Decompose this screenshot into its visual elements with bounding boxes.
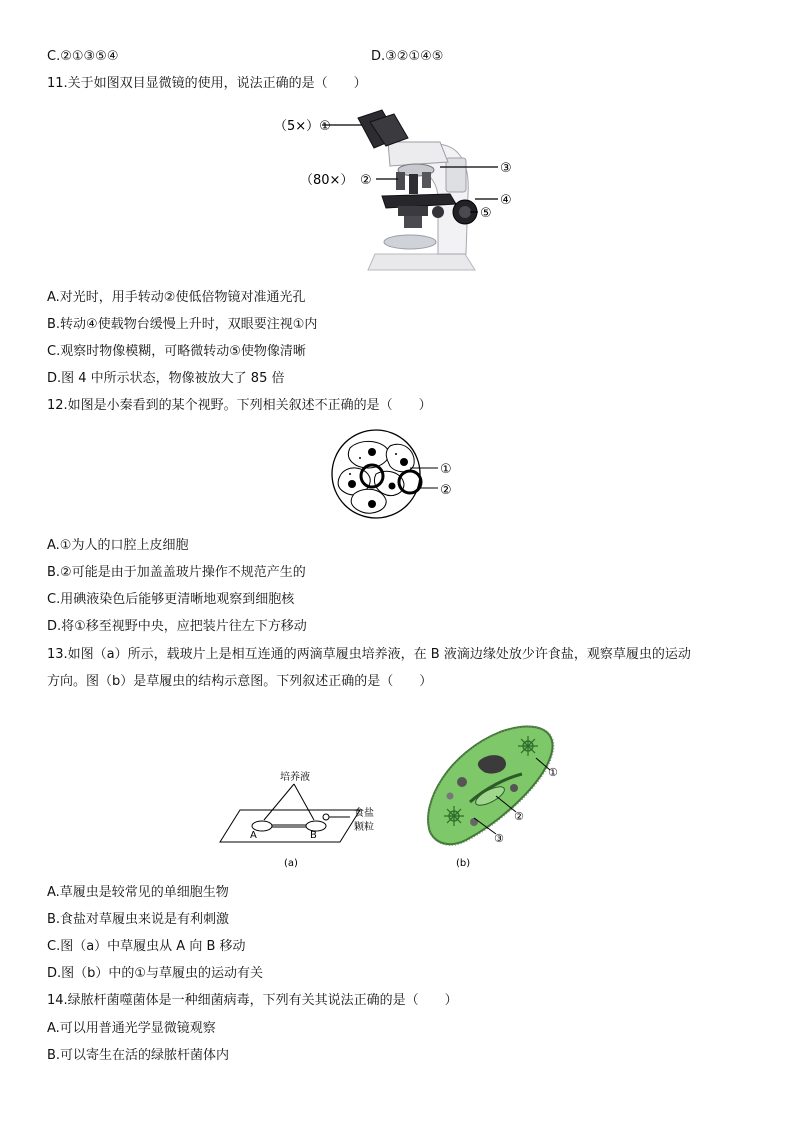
paramecium-figure-b xyxy=(410,712,590,872)
q11-stem: 11.关于如图双目显微镜的使用，说法正确的是（ ） xyxy=(47,76,367,91)
q13-option-a: A.草履虫是较常见的单细胞生物 xyxy=(47,885,229,900)
q10-option-c: C.②①③⑤④ xyxy=(47,49,119,64)
paramecium-label-3: ③ xyxy=(494,832,504,845)
paramecium-label-2: ② xyxy=(514,810,524,823)
cell-label-1: ① xyxy=(440,462,452,477)
q12-option-c: C.用碘液染色后能够更清晰地观察到细胞核 xyxy=(47,592,295,607)
paramecium-label-1: ① xyxy=(548,766,558,779)
salt-label-line1: 食盐 xyxy=(354,808,374,819)
mag-5x-label: （5×）① xyxy=(274,119,331,134)
q14-stem: 14.绿脓杆菌噬菌体是一种细菌病毒，下列有关其说法正确的是（ ） xyxy=(47,993,458,1008)
q14-option-b: B.可以寄生在活的绿脓杆菌体内 xyxy=(47,1048,230,1063)
q13-stem-line2: 方向。图（b）是草履虫的结构示意图。下列叙述正确的是（ ） xyxy=(47,674,433,689)
label-5: ⑤ xyxy=(480,206,492,221)
culture-label: 培养液 xyxy=(280,772,310,783)
q10-option-d: D.③②①④⑤ xyxy=(371,49,444,64)
q11-option-b: B.转动④使载物台缓慢上升时，双眼要注视①内 xyxy=(47,317,318,332)
q13-option-d: D.图（b）中的①与草履虫的运动有关 xyxy=(47,966,264,981)
q13-option-c: C.图（a）中草履虫从 A 向 B 移动 xyxy=(47,939,246,954)
q11-option-c: C.观察时物像模糊，可略微转动⑤使物像清晰 xyxy=(47,344,306,359)
drop-a-label: A xyxy=(250,830,257,841)
q12-stem: 12.如图是小秦看到的某个视野。下列相关叙述不正确的是（ ） xyxy=(47,398,432,413)
q14-option-a: A.可以用普通光学显微镜观察 xyxy=(47,1021,216,1036)
cell-label-2: ② xyxy=(440,483,452,498)
slide-figure-a xyxy=(210,760,390,872)
microscope-figure xyxy=(270,104,530,276)
q11-option-a: A.对光时，用手转动②使低倍物镜对准通光孔 xyxy=(47,290,306,305)
q12-option-d: D.将①移至视野中央，应把装片往左下方移动 xyxy=(47,619,307,634)
q11-option-d: D.图 4 中所示状态，物像被放大了 85 倍 xyxy=(47,371,285,386)
label-3: ③ xyxy=(500,161,512,176)
drop-b-label: B xyxy=(310,830,317,841)
label-2: ② xyxy=(360,173,372,188)
q12-option-a: A.①为人的口腔上皮细胞 xyxy=(47,538,189,553)
mag-80x-label: （80×） xyxy=(300,173,354,188)
q13-stem-line1: 13.如图（a）所示，载玻片上是相互连通的两滴草履虫培养液，在 B 液滴边缘处放少许食盐，观察草履虫的运动 xyxy=(47,647,691,662)
salt-label-line2: 颗粒 xyxy=(354,822,374,833)
cell-field-of-view-figure xyxy=(330,428,465,524)
q13-option-b: B.食盐对草履虫来说是有利刺激 xyxy=(47,912,230,927)
q12-option-b: B.②可能是由于加盖盖玻片操作不规范产生的 xyxy=(47,565,306,580)
label-4: ④ xyxy=(500,193,512,208)
figure-b-caption: (b) xyxy=(456,858,471,869)
figure-a-caption: (a) xyxy=(284,858,298,869)
